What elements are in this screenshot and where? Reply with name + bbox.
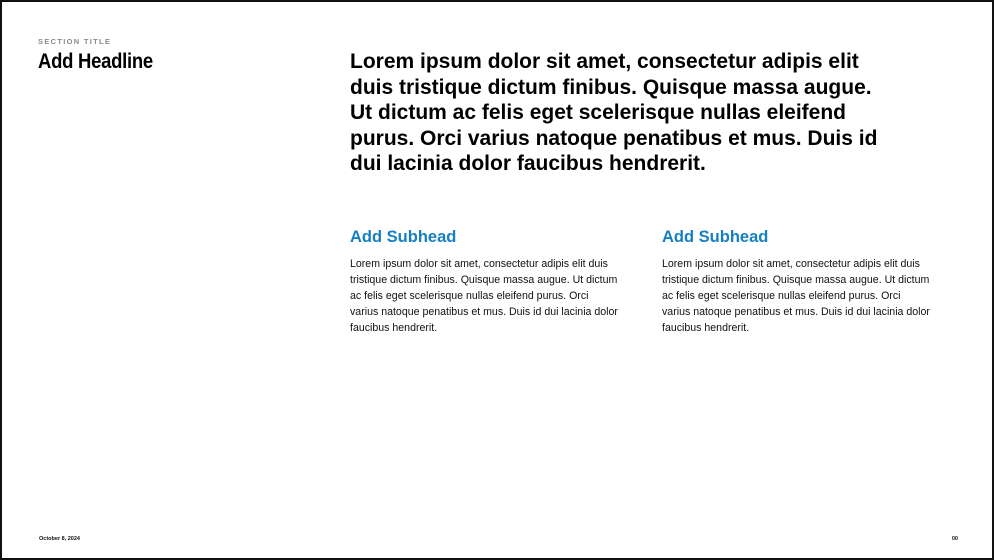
content-column-2 [662, 227, 930, 336]
lead-paragraph: Lorem ipsum dolor sit amet, consectetur adipis elit duis tristique dictum finibus. Quisque massa augue. Ut dictum ac felis eget scelerisque nullas eleifend purus. Orci varius natoque penatibus et mus. Duis id dui lacinia dolor faucibus hendrerit. [350, 50, 878, 175]
body-text-2: Lorem ipsum dolor sit amet, consectetur adipis elit duis tristique dictum finibus. Quisque massa augue. Ut dictum ac felis eget scelerisque nullas eleifend purus. Orci varius natoque penatibus et mus. Duis id dui lacinia dolor faucibus hendrerit. [662, 258, 930, 334]
page-number: 00 [951, 536, 958, 542]
content-column-1 [350, 227, 618, 336]
footer-date: October 8, 2024 [39, 536, 80, 542]
subhead-2: Add Subhead [662, 228, 769, 246]
section-title: SECTION TITLE [38, 37, 112, 46]
subhead-1: Add Subhead [350, 228, 457, 246]
headline: Add Headline [38, 50, 153, 73]
body-text-1: Lorem ipsum dolor sit amet, consectetur adipis elit duis tristique dictum finibus. Quisque massa augue. Ut dictum ac felis eget scelerisque nullas eleifend purus. Orci varius natoque penatibus et mus. Duis id dui lacinia dolor faucibus hendrerit. [350, 258, 618, 334]
